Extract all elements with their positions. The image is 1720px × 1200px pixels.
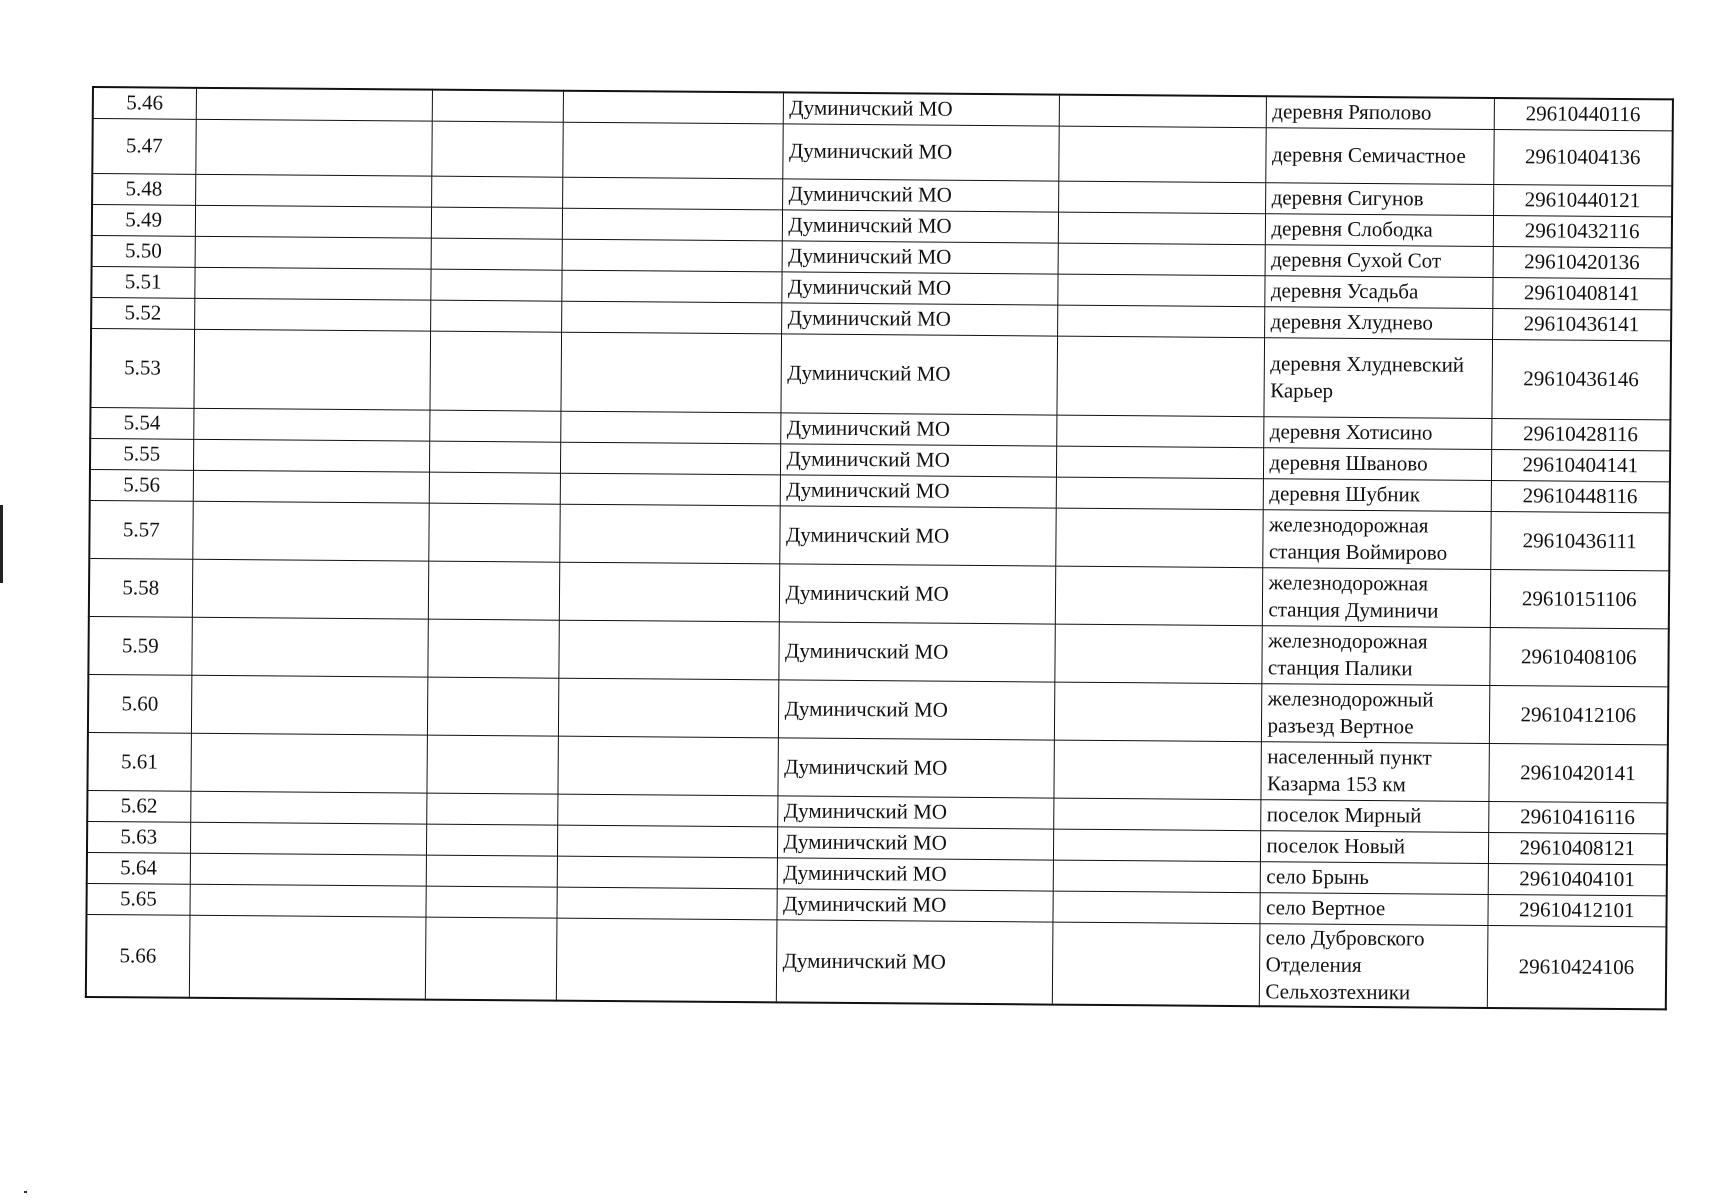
empty-cell xyxy=(191,675,427,735)
oktmo-code-cell: 29610420136 xyxy=(1493,246,1672,278)
empty-cell xyxy=(558,620,778,680)
locality-cell: деревня Усадьба xyxy=(1264,275,1492,308)
empty-cell xyxy=(432,90,563,122)
row-number-cell: 5.54 xyxy=(90,407,193,439)
row-number-cell: 5.55 xyxy=(90,438,193,470)
empty-cell xyxy=(1058,212,1265,245)
oktmo-code-cell: 29610404101 xyxy=(1488,863,1667,895)
empty-cell xyxy=(1058,181,1265,214)
empty-cell xyxy=(426,824,557,856)
locality-cell: деревня Шубник xyxy=(1263,478,1491,511)
oktmo-code-cell: 29610436111 xyxy=(1490,511,1669,570)
row-number-cell: 5.48 xyxy=(92,173,195,205)
municipality-cell: Думиничский МО xyxy=(779,505,1055,565)
municipality-cell: Думиничский МО xyxy=(782,123,1058,180)
oktmo-code-cell: 29610428116 xyxy=(1491,418,1670,450)
empty-cell xyxy=(557,736,777,796)
row-number-cell: 5.46 xyxy=(93,87,196,119)
empty-cell xyxy=(193,470,429,503)
locality-cell: село Дубровского Отделения Сельхозтехники xyxy=(1259,923,1488,1007)
empty-cell xyxy=(1053,740,1260,800)
empty-cell xyxy=(560,411,780,444)
empty-cell xyxy=(1056,415,1263,448)
empty-cell xyxy=(560,332,781,413)
empty-cell xyxy=(195,236,431,269)
oktmo-code-cell: 29610420141 xyxy=(1488,743,1667,802)
oktmo-code-cell: 29610436141 xyxy=(1492,308,1671,340)
empty-cell xyxy=(1053,860,1260,893)
empty-cell xyxy=(425,917,557,1001)
row-number-cell: 5.60 xyxy=(88,674,191,733)
municipality-cell: Думиничский МО xyxy=(777,737,1053,797)
row-number-cell: 5.57 xyxy=(89,500,192,559)
empty-cell xyxy=(191,617,427,677)
empty-cell xyxy=(429,410,560,442)
empty-cell xyxy=(562,208,782,241)
empty-cell xyxy=(431,121,562,177)
oktmo-code-cell: 29610416116 xyxy=(1488,801,1667,833)
municipality-cell: Думиничский МО xyxy=(780,412,1056,445)
municipality-cell: Думиничский МО xyxy=(782,178,1058,211)
empty-cell xyxy=(562,122,782,179)
locality-cell: поселок Новый xyxy=(1260,830,1488,863)
municipality-cell: Думиничский МО xyxy=(783,92,1059,125)
empty-cell xyxy=(194,267,430,300)
empty-cell xyxy=(1055,566,1262,626)
locality-cell: деревня Сигунов xyxy=(1265,182,1493,215)
empty-cell xyxy=(562,239,782,272)
empty-cell xyxy=(1058,243,1265,276)
empty-cell xyxy=(427,619,558,678)
row-number-cell: 5.65 xyxy=(86,883,189,915)
locality-cell: деревня Сухой Сот xyxy=(1265,244,1493,277)
locality-cell: деревня Семичастное xyxy=(1265,127,1493,184)
locality-cell: железнодорожный разъезд Вертное xyxy=(1261,683,1489,743)
localities-table xyxy=(85,86,1674,1010)
municipality-cell: Думиничский МО xyxy=(776,888,1052,921)
empty-cell xyxy=(557,856,777,889)
oktmo-code-cell: 29610151106 xyxy=(1490,569,1669,628)
empty-cell xyxy=(1056,446,1263,479)
empty-cell xyxy=(428,561,559,620)
municipality-cell: Думиничский МО xyxy=(778,621,1054,681)
empty-cell xyxy=(561,270,781,303)
oktmo-code-cell: 29610436146 xyxy=(1491,339,1671,419)
oktmo-code-cell: 29610408141 xyxy=(1492,277,1671,309)
locality-cell: населенный пункт Казарма 153 км xyxy=(1260,741,1488,801)
empty-cell xyxy=(193,408,429,441)
scan-edge-mark xyxy=(0,505,3,583)
locality-cell: село Вертное xyxy=(1259,892,1487,925)
table-body xyxy=(86,87,1673,1009)
empty-cell xyxy=(430,300,561,332)
empty-cell xyxy=(195,119,431,176)
row-number-cell: 5.49 xyxy=(92,204,195,236)
row-number-cell: 5.50 xyxy=(92,235,195,267)
empty-cell xyxy=(427,677,558,736)
empty-cell xyxy=(1054,682,1261,742)
oktmo-code-cell: 29610412101 xyxy=(1487,894,1666,926)
oktmo-code-cell: 29610404141 xyxy=(1491,449,1670,481)
empty-cell xyxy=(425,886,556,918)
row-number-cell: 5.58 xyxy=(89,558,192,617)
empty-cell xyxy=(428,503,559,562)
locality-cell: железнодорожная станция Думиничи xyxy=(1262,567,1490,627)
empty-cell xyxy=(1059,95,1266,128)
empty-cell xyxy=(190,822,426,855)
empty-cell xyxy=(559,504,779,564)
row-number-cell: 5.66 xyxy=(86,914,190,997)
row-number-cell: 5.52 xyxy=(91,297,194,329)
empty-cell xyxy=(431,207,562,239)
locality-cell: деревня Хлудневский Карьер xyxy=(1263,337,1492,418)
empty-cell xyxy=(559,562,779,622)
locality-cell: деревня Шваново xyxy=(1263,447,1491,480)
empty-cell xyxy=(557,794,777,827)
empty-cell xyxy=(190,733,426,793)
locality-cell: железнодорожная станция Палики xyxy=(1261,625,1489,685)
municipality-cell: Думиничский МО xyxy=(777,857,1053,890)
empty-cell xyxy=(560,442,780,475)
empty-cell xyxy=(1057,305,1264,338)
oktmo-code-cell: 29610424106 xyxy=(1487,925,1667,1009)
locality-cell: поселок Мирный xyxy=(1260,799,1488,832)
empty-cell xyxy=(195,205,431,238)
empty-cell xyxy=(426,735,557,794)
empty-cell xyxy=(1056,477,1263,510)
locality-cell: железнодорожная станция Воймирово xyxy=(1262,509,1490,569)
oktmo-code-cell: 29610404136 xyxy=(1493,129,1672,185)
row-number-cell: 5.59 xyxy=(88,616,191,675)
empty-cell xyxy=(1053,798,1260,831)
oktmo-code-cell: 29610440116 xyxy=(1494,98,1673,130)
empty-cell xyxy=(1052,891,1259,924)
empty-cell xyxy=(195,174,431,207)
empty-cell xyxy=(563,91,783,124)
empty-cell xyxy=(1053,829,1260,862)
table-row xyxy=(86,914,1667,1009)
oktmo-code-cell: 29610448116 xyxy=(1491,480,1670,512)
empty-cell xyxy=(429,331,561,411)
empty-cell xyxy=(558,678,778,738)
empty-cell xyxy=(1057,274,1264,307)
empty-cell xyxy=(196,88,432,121)
empty-cell xyxy=(194,298,430,331)
row-number-cell: 5.51 xyxy=(91,266,194,298)
municipality-cell: Думиничский МО xyxy=(782,240,1058,273)
municipality-cell: Думиничский МО xyxy=(777,795,1053,828)
locality-cell: деревня Хотисино xyxy=(1263,416,1491,449)
empty-cell xyxy=(556,887,776,920)
table-container xyxy=(85,86,1672,1010)
empty-cell xyxy=(431,176,562,208)
empty-cell xyxy=(557,825,777,858)
oktmo-code-cell: 29610432116 xyxy=(1493,215,1672,247)
empty-cell xyxy=(431,238,562,270)
empty-cell xyxy=(430,269,561,301)
scan-speck xyxy=(24,1191,27,1193)
oktmo-code-cell: 29610440121 xyxy=(1493,184,1672,216)
empty-cell xyxy=(429,441,560,473)
locality-cell: село Брынь xyxy=(1260,861,1488,894)
municipality-cell: Думиничский МО xyxy=(780,443,1056,476)
municipality-cell: Думиничский МО xyxy=(782,209,1058,242)
municipality-cell: Думиничский МО xyxy=(780,474,1056,507)
row-number-cell: 5.64 xyxy=(87,852,190,884)
empty-cell xyxy=(192,559,428,619)
empty-cell xyxy=(1055,508,1262,568)
municipality-cell: Думиничский МО xyxy=(781,271,1057,304)
table-row xyxy=(90,328,1671,419)
empty-cell xyxy=(1052,922,1260,1006)
row-number-cell: 5.53 xyxy=(90,328,194,408)
empty-cell xyxy=(562,177,782,210)
empty-cell xyxy=(426,793,557,825)
municipality-cell: Думиничский МО xyxy=(777,826,1053,859)
municipality-cell: Думиничский МО xyxy=(778,679,1054,739)
oktmo-code-cell: 29610408121 xyxy=(1488,832,1667,864)
empty-cell xyxy=(189,884,425,917)
oktmo-code-cell: 29610412106 xyxy=(1489,685,1668,744)
municipality-cell: Думиничский МО xyxy=(780,333,1057,414)
empty-cell xyxy=(1058,126,1265,183)
row-number-cell: 5.56 xyxy=(90,469,193,501)
row-number-cell: 5.62 xyxy=(87,790,190,822)
municipality-cell: Думиничский МО xyxy=(781,302,1057,335)
empty-cell xyxy=(189,915,426,999)
empty-cell xyxy=(193,329,430,410)
row-number-cell: 5.47 xyxy=(92,118,195,174)
municipality-cell: Думиничский МО xyxy=(776,919,1053,1004)
empty-cell xyxy=(561,301,781,334)
empty-cell xyxy=(1054,624,1261,684)
row-number-cell: 5.63 xyxy=(87,821,190,853)
empty-cell xyxy=(429,472,560,504)
locality-cell: деревня Ряполово xyxy=(1266,96,1494,129)
row-number-cell: 5.61 xyxy=(87,732,190,791)
empty-cell xyxy=(190,853,426,886)
empty-cell xyxy=(193,439,429,472)
empty-cell xyxy=(1056,336,1264,417)
empty-cell xyxy=(556,918,777,1002)
empty-cell xyxy=(426,855,557,887)
municipality-cell: Думиничский МО xyxy=(779,563,1055,623)
empty-cell xyxy=(560,473,780,506)
empty-cell xyxy=(190,791,426,824)
locality-cell: деревня Слободка xyxy=(1265,213,1493,246)
empty-cell xyxy=(192,501,428,561)
locality-cell: деревня Хлуднево xyxy=(1264,306,1492,339)
oktmo-code-cell: 29610408106 xyxy=(1489,627,1668,686)
